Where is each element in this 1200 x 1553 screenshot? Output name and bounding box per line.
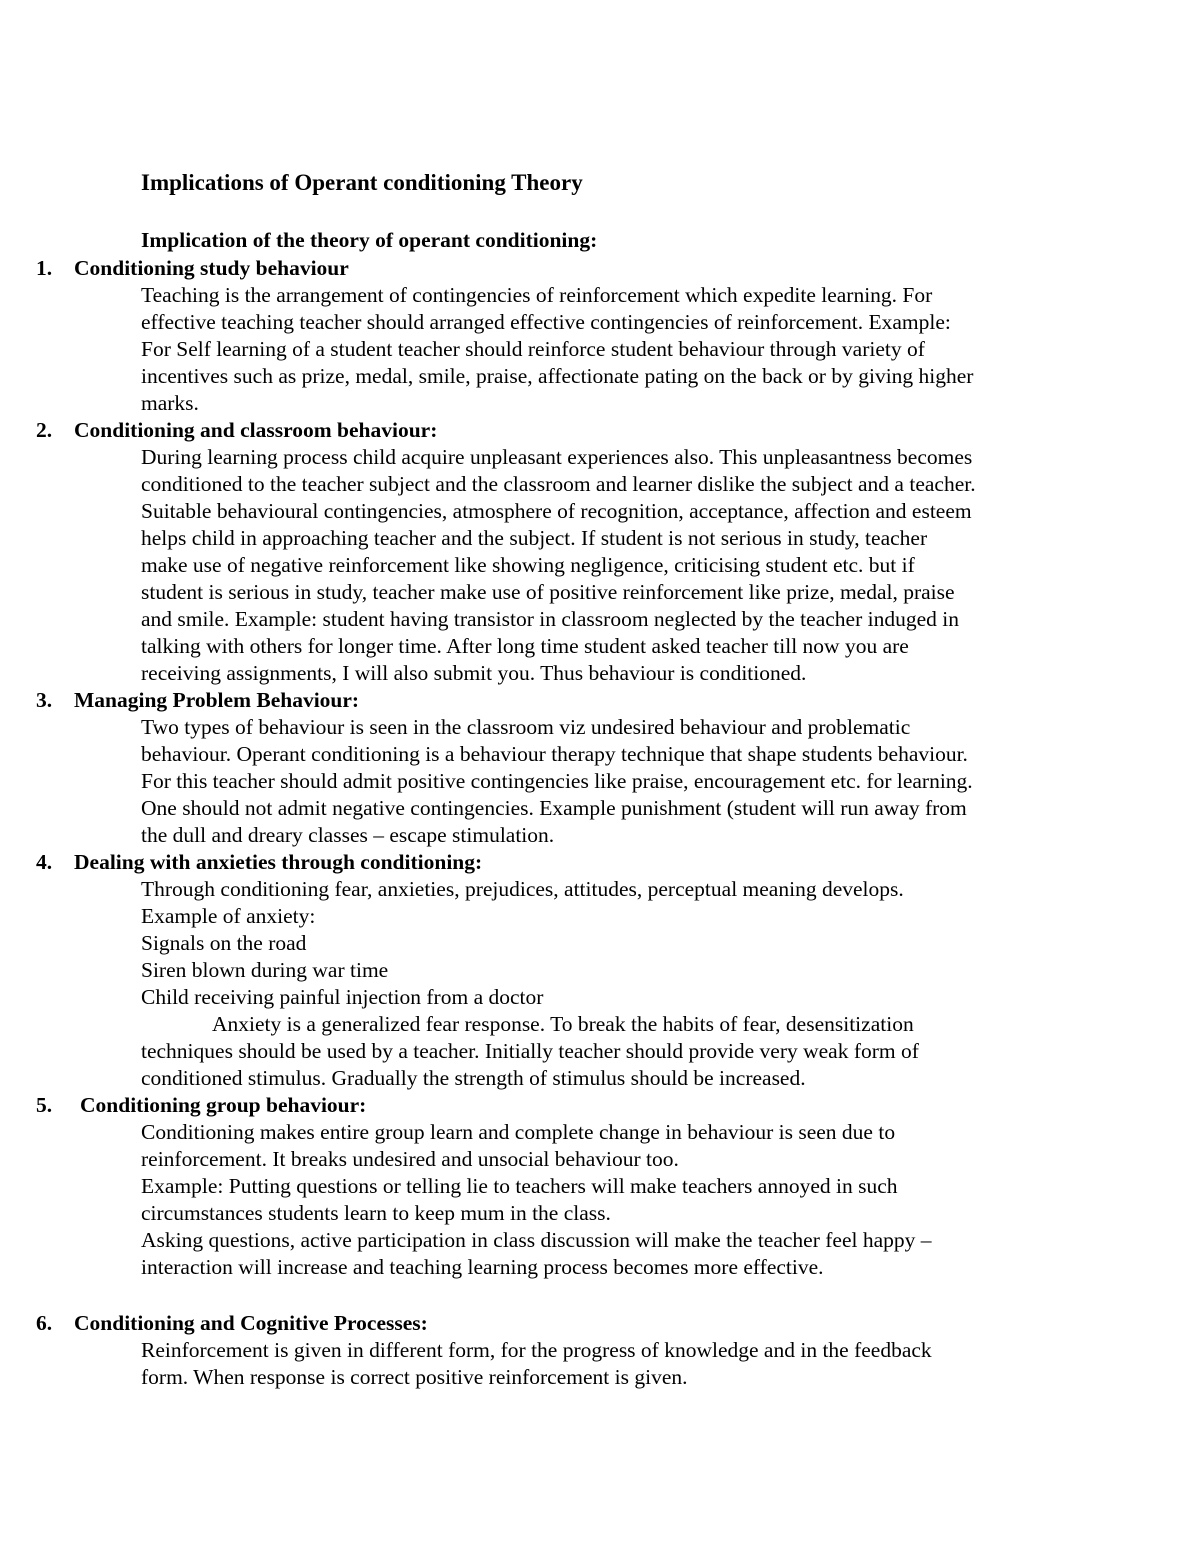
section-4-line: techniques should be used by a teacher. Initially teacher should provide very weak form of (141, 1039, 919, 1063)
section-4-line: Siren blown during war time (141, 958, 389, 982)
document-subtitle: Implication of the theory of operant conditioning: (141, 228, 598, 252)
section-5-line: circumstances students learn to keep mum in the class. (141, 1201, 611, 1225)
section-2-line: receiving assignments, I will also submit you. Thus behaviour is conditioned. (141, 661, 807, 685)
section-5-heading: Conditioning group behaviour: (80, 1093, 367, 1117)
section-3-line: behaviour. Operant conditioning is a behaviour therapy technique that shape students behaviour. (141, 742, 968, 766)
section-1-line: effective teaching teacher should arranged effective contingencies of reinforcement. Example: (141, 310, 951, 334)
section-3-number: 3. (36, 688, 53, 712)
section-4-line: Example of anxiety: (141, 904, 316, 928)
section-4-line: Anxiety is a generalized fear response. To break the habits of fear, desensitization (212, 1012, 914, 1036)
section-3-line: For this teacher should admit positive contingencies like praise, encouragement etc. for learning. (141, 769, 973, 793)
section-4-heading: Dealing with anxieties through conditioning: (74, 850, 483, 874)
section-5-line: Example: Putting questions or telling lie to teachers will make teachers annoyed in such (141, 1174, 898, 1198)
section-3-line: One should not admit negative contingencies. Example punishment (student will run away from (141, 796, 967, 820)
section-4-number: 4. (36, 850, 53, 874)
section-2-number: 2. (36, 418, 53, 442)
section-4-line: Child receiving painful injection from a doctor (141, 985, 544, 1009)
section-2-line: and smile. Example: student having transistor in classroom neglected by the teacher induged in (141, 607, 959, 631)
document-title: Implications of Operant conditioning Theory (141, 170, 583, 195)
section-6-heading: Conditioning and Cognitive Processes: (74, 1311, 428, 1335)
section-5-number: 5. (36, 1093, 53, 1117)
section-1-line: incentives such as prize, medal, smile, praise, affectionate pating on the back or by giving higher (141, 364, 974, 388)
section-5-line: Asking questions, active participation in class discussion will make the teacher feel happy – (141, 1228, 932, 1252)
section-5-line: reinforcement. It breaks undesired and unsocial behaviour too. (141, 1147, 679, 1171)
section-1-line: Teaching is the arrangement of contingencies of reinforcement which expedite learning. For (141, 283, 933, 307)
section-5-line: Conditioning makes entire group learn and complete change in behaviour is seen due to (141, 1120, 896, 1144)
section-2-line: conditioned to the teacher subject and the classroom and learner dislike the subject and a teacher. (141, 472, 976, 496)
section-6-line: form. When response is correct positive reinforcement is given. (141, 1365, 688, 1389)
section-2-line: helps child in approaching teacher and the subject. If student is not serious in study, teacher (141, 526, 928, 550)
section-3-heading: Managing Problem Behaviour: (74, 688, 360, 712)
section-6-line: Reinforcement is given in different form, for the progress of knowledge and in the feedback (141, 1338, 932, 1362)
section-2-line: During learning process child acquire unpleasant experiences also. This unpleasantness becomes (141, 445, 973, 469)
section-1-line: marks. (141, 391, 199, 415)
section-4-line: Signals on the road (141, 931, 307, 955)
section-1-heading: Conditioning study behaviour (74, 256, 349, 280)
section-4-line: Through conditioning fear, anxieties, prejudices, attitudes, perceptual meaning develops. (141, 877, 904, 901)
section-3-line: the dull and dreary classes – escape stimulation. (141, 823, 555, 847)
section-1-number: 1. (36, 256, 53, 280)
section-2-line: talking with others for longer time. After long time student asked teacher till now you are (141, 634, 909, 658)
section-2-line: make use of negative reinforcement like showing negligence, criticising student etc. but if (141, 553, 915, 577)
section-2-heading: Conditioning and classroom behaviour: (74, 418, 438, 442)
section-5-line: interaction will increase and teaching learning process becomes more effective. (141, 1255, 824, 1279)
section-2-line: Suitable behavioural contingencies, atmosphere of recognition, acceptance, affection and esteem (141, 499, 972, 523)
section-4-line: conditioned stimulus. Gradually the strength of stimulus should be increased. (141, 1066, 806, 1090)
section-1-line: For Self learning of a student teacher should reinforce student behaviour through variety of (141, 337, 925, 361)
section-6-number: 6. (36, 1311, 53, 1335)
section-3-line: Two types of behaviour is seen in the classroom viz undesired behaviour and problematic (141, 715, 911, 739)
section-2-line: student is serious in study, teacher make use of positive reinforcement like prize, medal, praise (141, 580, 955, 604)
